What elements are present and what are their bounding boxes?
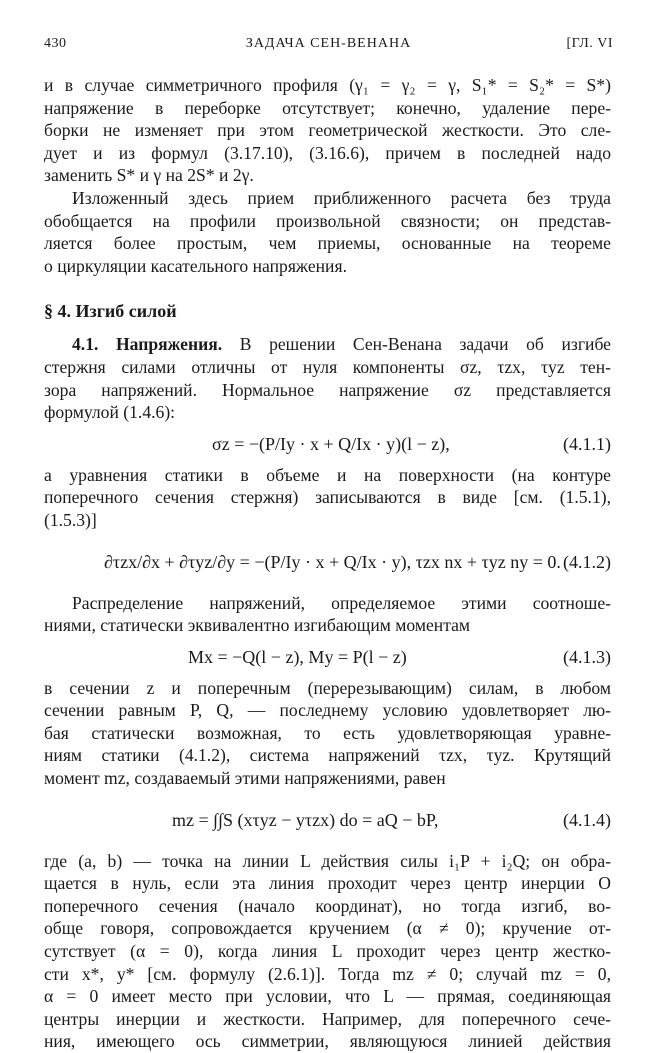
equation-number: (4.1.4) — [563, 809, 611, 830]
text-line: ния, имеющего ось симметрии, являющуюся линией действия — [44, 1031, 611, 1052]
text-line: формулой (1.4.6): — [44, 402, 176, 423]
text-line: где (a, b) — точка на линии L действия силы i₁P + i₂Q; он обра- — [44, 850, 611, 871]
chapter-label: [ГЛ. VI — [566, 36, 613, 51]
text-line: (1.5.3)] — [44, 509, 97, 530]
text-line: сутствует (α = 0), когда линия L проходит через центр жестко- — [44, 941, 611, 962]
subsection-heading: 4.1. Напряжения. — [72, 334, 223, 355]
equation-4-1-1 — [44, 424, 611, 464]
text-line: ляется более простым, чем приемы, основанные на теореме — [44, 233, 611, 254]
text-line: поперечного сечения (начало координат), но тогда изгиб, во- — [44, 895, 611, 916]
text-line: в сечении z и поперечным (перерезывающим) силам, в любом — [44, 677, 611, 698]
text-line: зора напряжений. Нормальное напряжение σz представляется — [44, 379, 611, 400]
equation-4-1-4 — [44, 790, 611, 850]
text-line: ниям статики (4.1.2), система напряжений τzx, τyz. Крутящий — [44, 745, 611, 766]
paragraph-7 — [44, 850, 611, 1053]
text-line: сечении равным P, Q, — последнему условию удовлетворяет лю- — [44, 700, 611, 721]
page-header — [44, 36, 613, 58]
paragraph-3 — [44, 333, 611, 423]
paragraph-1 — [44, 74, 611, 187]
text-line — [44, 333, 611, 356]
text-line: центры инерции и жесткости. Например, для поперечного сече- — [44, 1008, 611, 1029]
page-body — [44, 74, 611, 1053]
equation-number: (4.1.1) — [563, 433, 611, 454]
text-line: напряжение в переборке отсутствует; конечно, удаление пере- — [44, 97, 611, 118]
text-line: Распределение напряжений, определяемое этими соотноше- — [72, 592, 611, 613]
paragraph-6 — [44, 677, 611, 790]
text-line: о циркуляции касательного напряжения. — [44, 255, 347, 276]
paragraph-5 — [44, 592, 611, 637]
text-line: и в случае симметричного профиля (γ₁ = γ₂ = γ, S₁* = S₂* = S*) — [44, 75, 611, 95]
paragraph-2 — [44, 187, 611, 277]
section-heading: § 4. Изгиб силой — [44, 301, 177, 322]
text-line: а уравнения статики в объеме и на поверхности (на контуре — [44, 464, 611, 485]
equation-formula: σz = −(P/Iy · x + Q/Ix · y)(l − z), — [212, 433, 450, 454]
text-line: дует и из формул (3.17.10), (3.16.6), причем в последней надо — [44, 142, 611, 163]
text-line: Изложенный здесь прием приближенного расчета без труда — [72, 187, 611, 208]
equation-formula: ∂τzx/∂x + ∂τyz/∂y = −(P/Iy · x + Q/Ix · y), τzx nx + τyz ny = 0. — [104, 551, 561, 572]
text-line: борки не изменяет при этом геометрической жесткости. Это сле- — [44, 120, 611, 141]
text-line: бая статически возможная, то есть удовлетворяющая уравне- — [44, 722, 611, 743]
equation-formula: Mx = −Q(l − z), My = P(l − z) — [188, 646, 407, 667]
equation-4-1-3 — [44, 637, 611, 677]
text-line: щается в нуль, если эта линия проходит через центр инерции O — [44, 873, 611, 894]
text-line: заменить S* и γ на 2S* и 2γ. — [44, 165, 254, 186]
text-line: обще говоря, сопровождается кручением (α ≠ 0); кручение от- — [44, 918, 611, 939]
text-line: стержня силами отличны от нуля компоненты σz, τzx, τyz тен- — [44, 356, 611, 377]
equation-4-1-2 — [44, 532, 611, 592]
page-number: 430 — [44, 36, 67, 51]
running-title: ЗАДАЧА СЕН-ВЕНАНА — [245, 36, 412, 51]
paragraph-4 — [44, 464, 611, 532]
text-fragment: В решении Сен-Венана задачи об изгибе — [222, 334, 611, 355]
text-line: момент mz, создаваемый этими напряжениями, равен — [44, 768, 446, 789]
text-line: поперечного сечения стержня) записываются в виде [см. (1.5.1), — [44, 487, 611, 508]
text-line: обобщается на профили произвольной связности; он представ- — [44, 210, 611, 231]
equation-number: (4.1.2) — [563, 551, 611, 572]
text-line: α = 0 имеет место при условии, что L — прямая, соединяющая — [44, 986, 611, 1007]
text-line: сти x*, y* [см. формулу (2.6.1)]. Тогда mz ≠ 0; случай mz = 0, — [44, 963, 611, 984]
text-line: ниями, статически эквивалентно изгибающим моментам — [44, 615, 471, 636]
equation-number: (4.1.3) — [563, 646, 611, 667]
equation-formula: mz = ∫∫S (xτyz − yτzx) do = aQ − bP, — [172, 809, 439, 830]
